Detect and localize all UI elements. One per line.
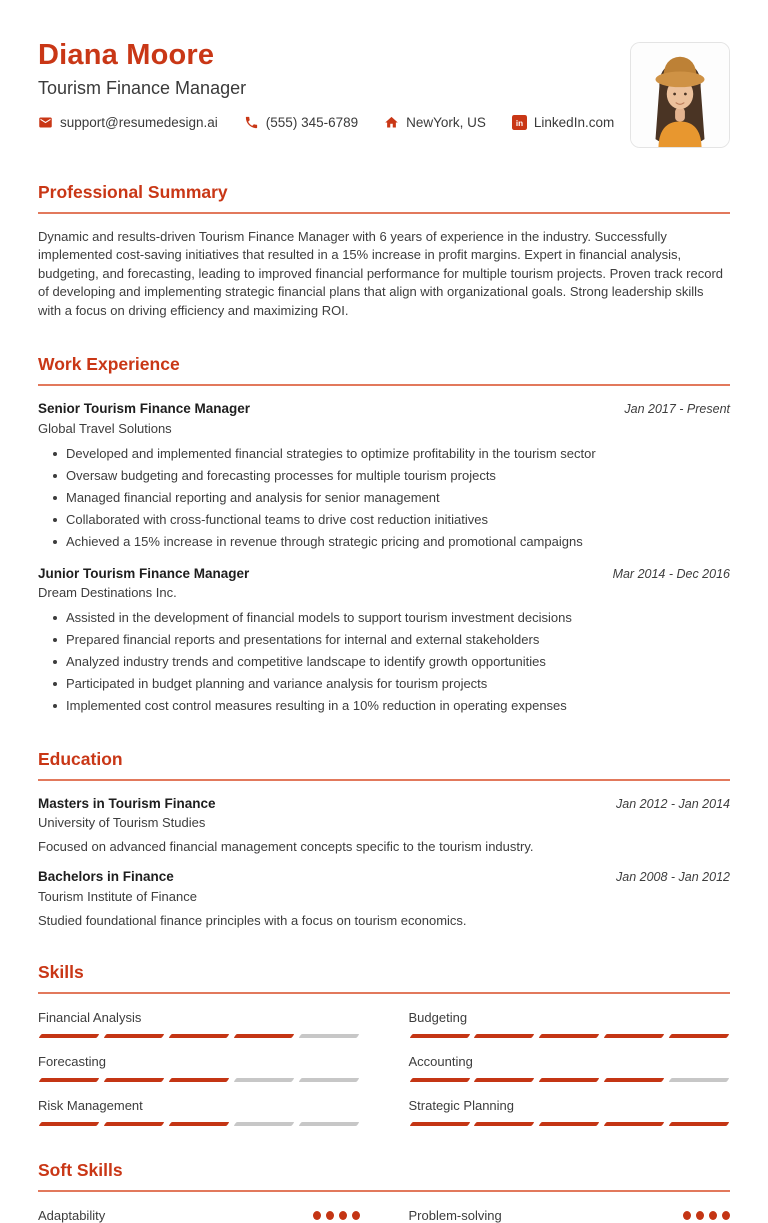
section-education <box>38 749 730 928</box>
job-bullet: Implemented cost control measures resulting in a 10% reduction in operating expenses <box>66 697 730 715</box>
education-dates: Jan 2008 - Jan 2012 <box>616 870 730 885</box>
education-entry-titles <box>38 795 216 831</box>
job-entry-titles <box>38 565 249 601</box>
soft-skill-name: Adaptability <box>38 1207 106 1223</box>
contact-email[interactable] <box>38 115 218 130</box>
section-summary <box>38 182 730 320</box>
job-bullet: Managed financial reporting and analysis for senior management <box>66 489 730 507</box>
linkedin-icon <box>512 115 527 130</box>
skill-level-bar <box>409 1078 731 1082</box>
summary-text: Dynamic and results-driven Tourism Finance Manager with 6 years of experience in the industry. Successfully implemented cost-saving initiatives that resulted in a 15% increase in profit margins. Expert in financial analysis, budgeting, and forecasting, leading to improved financial performance for multiple tourism projects. Proven track record of developing and implementing strategic financial plans that align with organizational goals. Strong leadership skills with a focus on driving efficiency and maximizing ROI. <box>38 229 724 318</box>
job-bullet: Participated in budget planning and variance analysis for tourism projects <box>66 675 730 693</box>
contact-phone-text: (555) 345-6789 <box>265 115 359 131</box>
skill-name: Accounting <box>408 1053 473 1069</box>
job-dates: Jan 2017 - Present <box>624 402 730 417</box>
skill-level-bar <box>409 1122 731 1126</box>
contact-linkedin-text: LinkedIn.com <box>533 115 615 131</box>
job-bullet: Analyzed industry trends and competitive landscape to identify growth opportunities <box>66 653 730 671</box>
skill-name: Forecasting <box>38 1053 106 1069</box>
education-entry <box>38 868 730 928</box>
section-heading-skills: Skills <box>38 962 730 994</box>
svg-text:in: in <box>515 119 524 129</box>
person-job-title: Tourism Finance Manager <box>38 78 247 99</box>
skill-item <box>38 1010 360 1038</box>
section-experience <box>38 354 730 714</box>
contact-linkedin[interactable] <box>512 115 614 130</box>
job-bullet: Developed and implemented financial strategies to optimize profitability in the tourism sector <box>66 445 730 463</box>
job-entry-head <box>38 565 730 601</box>
skill-item <box>409 1010 731 1038</box>
job-title: Senior Tourism Finance Manager <box>38 401 251 417</box>
person-name: Diana Moore <box>38 39 215 71</box>
job-entry-titles <box>38 400 250 436</box>
job-bullet: Achieved a 15% increase in revenue through strategic pricing and promotional campaigns <box>66 533 730 551</box>
home-icon <box>384 115 399 130</box>
section-heading-education: Education <box>38 749 730 781</box>
soft-skill-name: Problem-solving <box>408 1207 502 1223</box>
job-company: Dream Destinations Inc. <box>38 585 177 601</box>
skill-name: Budgeting <box>408 1009 468 1025</box>
education-entry-head <box>38 868 730 904</box>
contact-email-text: support@resumedesign.ai <box>60 115 218 131</box>
job-entry <box>38 565 730 715</box>
section-heading-experience: Work Experience <box>38 354 730 386</box>
skill-level-bar <box>409 1034 731 1038</box>
education-description: Focused on advanced financial management concepts specific to the tourism industry. <box>38 839 534 855</box>
skill-item <box>409 1098 731 1126</box>
email-icon <box>38 115 53 130</box>
education-degree: Masters in Tourism Finance <box>38 795 216 811</box>
header-identity <box>38 40 614 130</box>
soft-skills-grid <box>38 1208 730 1223</box>
profile-photo <box>630 42 730 148</box>
skills-grid <box>38 1010 730 1126</box>
section-skills <box>38 962 730 1126</box>
education-description: Studied foundational finance principles with a focus on tourism economics. <box>38 912 467 928</box>
job-bullet: Collaborated with cross-functional teams to drive cost reduction initiatives <box>66 511 730 529</box>
contact-location <box>384 115 486 130</box>
skill-level-bar <box>38 1122 360 1126</box>
job-bullet: Assisted in the development of financial models to support tourism investment decisions <box>66 609 730 627</box>
job-bullets <box>38 445 730 551</box>
job-entry <box>38 400 730 550</box>
education-school: University of Tourism Studies <box>38 815 206 831</box>
job-bullet: Prepared financial reports and presentations for internal and external stakeholders <box>66 631 730 649</box>
education-entry <box>38 795 730 855</box>
contact-row <box>38 115 614 130</box>
soft-skill-dots <box>313 1211 360 1220</box>
soft-skill-item <box>38 1208 360 1223</box>
contact-phone[interactable] <box>244 115 358 130</box>
section-soft-skills <box>38 1160 730 1223</box>
skill-name: Strategic Planning <box>408 1097 515 1113</box>
profile-photo-illustration <box>631 43 729 147</box>
soft-skill-dots <box>683 1211 730 1220</box>
resume-header <box>38 40 730 148</box>
job-title: Junior Tourism Finance Manager <box>38 565 250 581</box>
soft-skill-item <box>409 1208 731 1223</box>
skill-name: Risk Management <box>38 1097 143 1113</box>
education-entry-titles <box>38 868 197 904</box>
skill-item <box>38 1098 360 1126</box>
job-dates: Mar 2014 - Dec 2016 <box>612 566 730 581</box>
job-entry-head <box>38 400 730 436</box>
job-bullets <box>38 609 730 715</box>
education-dates: Jan 2012 - Jan 2014 <box>616 796 730 811</box>
education-school: Tourism Institute of Finance <box>38 888 197 904</box>
skill-name: Financial Analysis <box>38 1009 142 1025</box>
job-bullet: Oversaw budgeting and forecasting processes for multiple tourism projects <box>66 467 730 485</box>
education-degree: Bachelors in Finance <box>38 869 174 885</box>
phone-icon <box>244 115 259 130</box>
section-heading-soft-skills: Soft Skills <box>38 1160 730 1192</box>
skill-level-bar <box>38 1078 360 1082</box>
section-heading-summary: Professional Summary <box>38 182 730 214</box>
job-company: Global Travel Solutions <box>38 420 172 436</box>
education-entry-head <box>38 795 730 831</box>
skill-level-bar <box>38 1034 360 1038</box>
contact-location-text: NewYork, US <box>406 115 486 131</box>
